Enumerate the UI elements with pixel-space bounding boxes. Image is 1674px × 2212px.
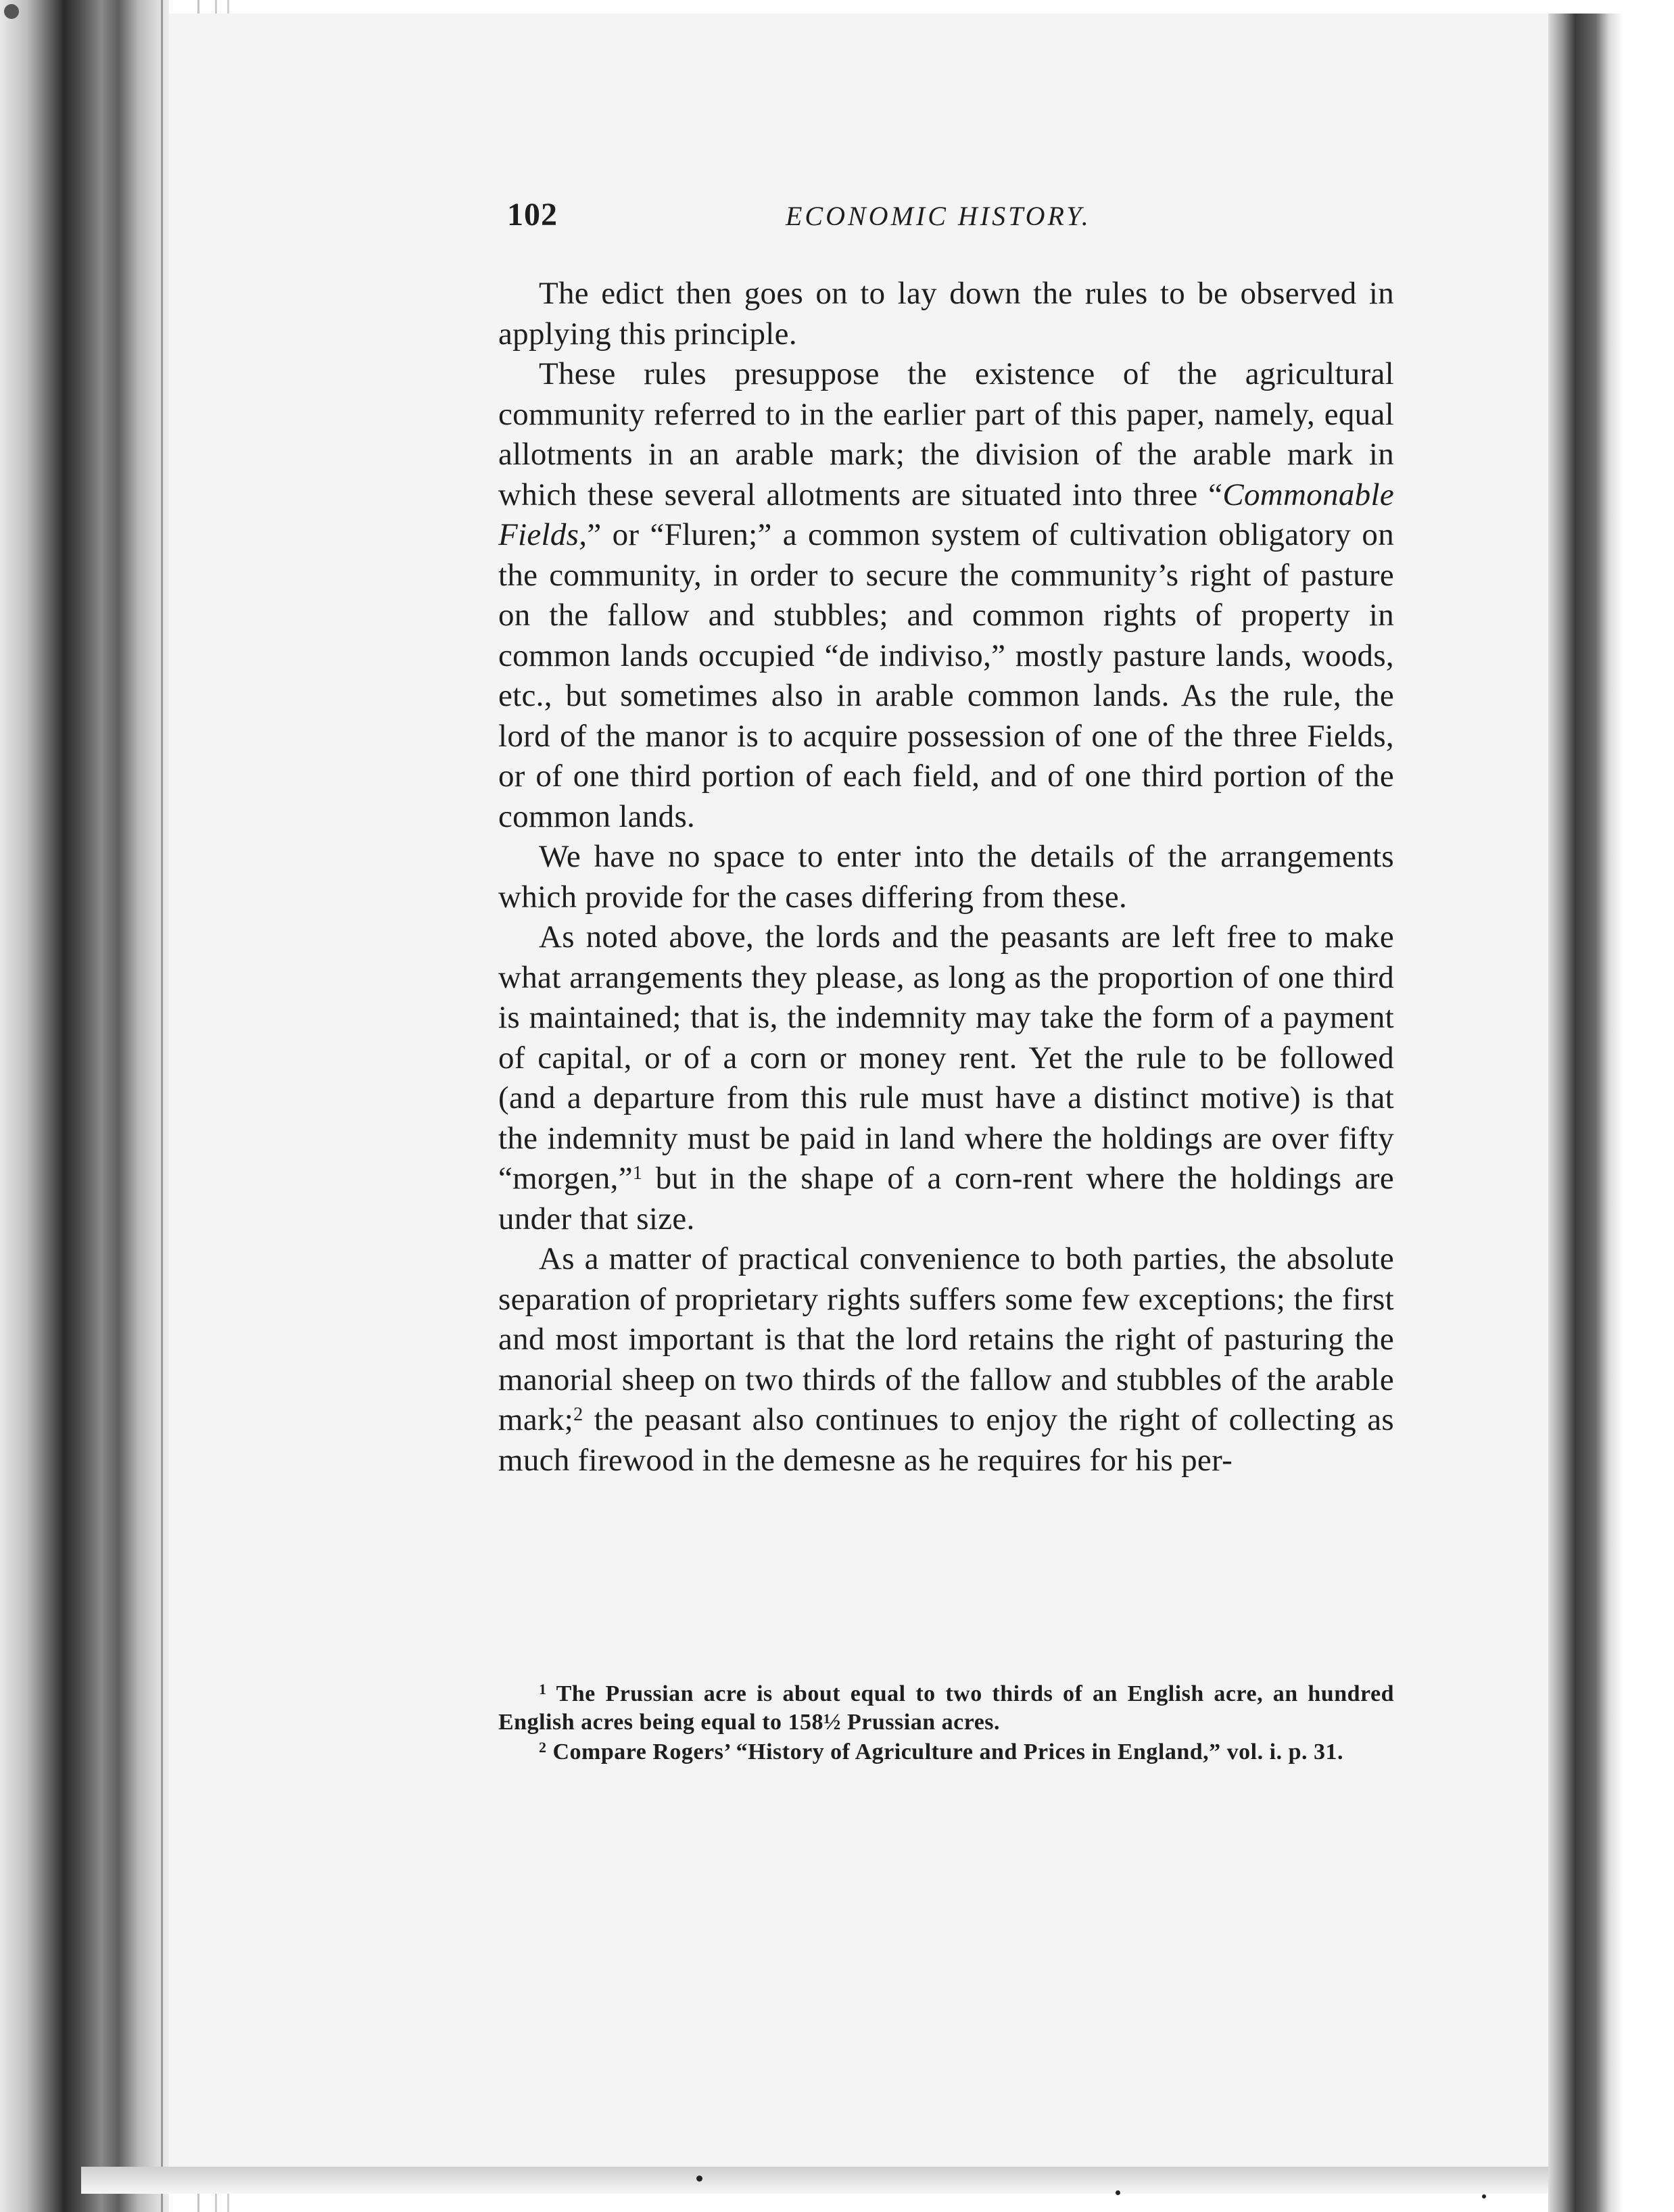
paragraph xyxy=(498,1239,1394,1481)
paragraph-text: These rules presuppose the existence of the agricultural community referred to in the earlier part of this paper, namely, equal allotments in an arable mark; the division of the arable mark in which these several allotments are situated into three “ xyxy=(498,356,1394,512)
paragraph-text: ” or “Fluren;” a common system of cultivation obligatory on the community, in order to secure the community’s right of pasture on the fallow and stubbles; and common rights of property in common lands occupied “de indiviso,” mostly pasture lands, woods, etc., but sometimes also in arable common lands. As the rule, the lord of the manor is to acquire possession of one of the three Fields, or of one third portion of each field, and of one third portion of the common lands. xyxy=(498,517,1394,834)
page-right-edge xyxy=(1548,14,1674,2212)
footnote xyxy=(498,1680,1394,1737)
paragraph-text: As a matter of practical convenience to both parties, the absolute separation of proprietary rights suffers some few exceptions; the first and most important is that the lord retains the right of pasturing the manorial sheep on two thirds of the fallow and stubbles of the arable mark; xyxy=(498,1241,1394,1437)
footnote xyxy=(498,1738,1394,1766)
scan-speck xyxy=(1116,2190,1120,2195)
footnote-text: The Prussian acre is about equal to two thirds of an English acre, an hundred English acres being equal to 158½ Prussian acres. xyxy=(498,1681,1394,1735)
scan-speck xyxy=(1482,2194,1486,2198)
italic-phrase: Commonable Fields, xyxy=(498,477,1394,552)
page-number: 102 xyxy=(507,197,558,233)
footnote-reference: 2 xyxy=(573,1404,583,1425)
footnote-text: Compare Rogers’ “History of Agriculture and Prices in England,” vol. i. p. 31. xyxy=(546,1739,1343,1764)
footnote-reference: 1 xyxy=(632,1163,643,1184)
body-text xyxy=(498,274,1394,1481)
paragraph xyxy=(498,354,1394,837)
book-gutter xyxy=(0,0,169,2212)
footnote-marker: 2 xyxy=(539,1739,547,1756)
scan-speck xyxy=(4,4,19,19)
footnote-marker: 1 xyxy=(539,1681,547,1698)
running-title: ECONOMIC HISTORY. xyxy=(786,201,1091,231)
page-edge-line xyxy=(161,0,163,2212)
paragraph-text: but in the shape of a corn-rent where the holdings are under that size. xyxy=(498,1161,1394,1236)
page-bottom-shadow xyxy=(81,2167,1548,2194)
paragraph: We have no space to enter into the details of the arrangements which provide for the cases differing from these. xyxy=(498,839,1394,915)
paragraph: The edict then goes on to lay down the rules to be observed in applying this principle. xyxy=(498,276,1394,352)
page-header xyxy=(507,196,1400,250)
scan-speck xyxy=(696,2175,702,2182)
paragraph-text: As noted above, the lords and the peasants are left free to make what arrangements they please, as long as the proportion of one third is maintained; that is, the indemnity may take the form of a payment of capital, or of a corn or money rent. Yet the rule to be followed (and a departure from this rule must have a distinct motive) is that the indemnity must be paid in land where the holdings are over fifty “morgen,” xyxy=(498,919,1394,1196)
paragraph xyxy=(498,917,1394,1239)
footnotes xyxy=(498,1680,1394,1766)
paragraph-text: the peasant also continues to enjoy the right of collecting as much firewood in the demesne as he requires for his per- xyxy=(498,1402,1394,1478)
